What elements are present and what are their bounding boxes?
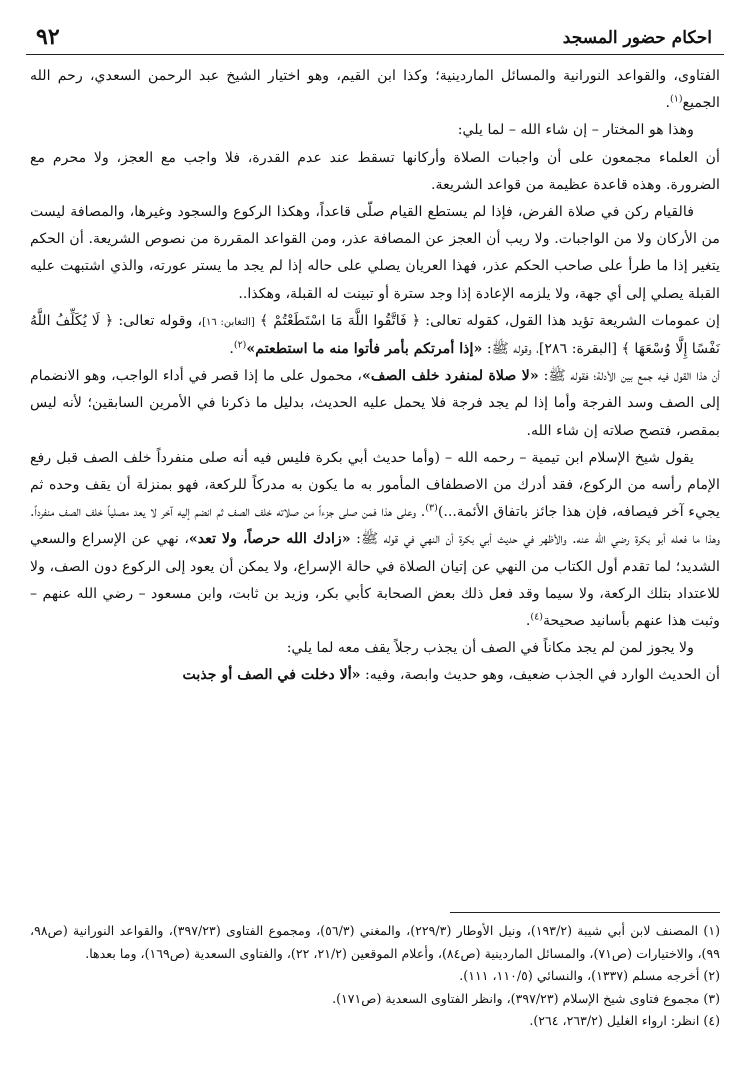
- text-run: الفتاوى، والقواعد النورانية والمسائل الماردينية؛ وكذا ابن القيم، وهو اختيار الشيخ عبد الرحمن السعدي، رحم الله الجميع: [30, 68, 720, 112]
- text-run: ، نهي عن الإسراع والسعي الشديد؛ لما تقدم أول الكتاب من النهي عن إتيان الصلاة في حالة الإسراع، ولا يمكن أن يعود إلى الركوع دون الصف، ولا للاعتداد بتلك الركعة، ولا سيما وقد فعل ذلك بعض الصحابة كأبي بكر، وزيد بن ثابت، وابن مسعود – رضي الله عنهم – وثبت هذا عنهم بأسانيد صحيحة: [30, 531, 720, 630]
- text-run: .: [525, 613, 531, 630]
- text-run: يقول شيخ الإسلام ابن تيمية – رحمه الله – (وأما حديث أبي بكرة فليس فيه أنه صلى منفرداً خلف الصف قبل رفع الإمام رأسه من الركوع، فقد أدرك من الاصطفاف المأمور به ما يكون به مدركاً للركعة، فهو بمنزلة أن يقف وحده ثم يجيء آخر فيصافه، فإن هذا جائز باتفاق الأئمة...): [30, 449, 720, 521]
- footnote-marker: (٣): [425, 502, 438, 514]
- footnote: (١) المصنف لابن أبي شيبة (١٩٣/٢)، ونيل الأوطار (٢٢٩/٣)، والمغني (٥٦/٣)، ومجموع الفتاوى (٣٩٧/٢٣)، والقواعد النورانية (ص٩٨، ٩٩)، والاختيارات (ص٧١)، والمسائل الماردينية (ص٨٤)، وأعلام الموقعين (٢١/٢، ٢٢)، والفتاوى السعدية (ص١٦٩)، وما بعدها.: [30, 923, 721, 961]
- hadith-quote: «ألا دخلت في الصف أو جذبت: [182, 667, 361, 684]
- text-run: .: [229, 341, 234, 358]
- footnote-marker: (٤): [530, 611, 543, 623]
- paragraph: [30, 662, 720, 689]
- chapter-title: احكام حضور المسجد: [562, 28, 712, 48]
- running-header: [26, 20, 724, 55]
- verse-reference: [التغابن: ١٦]: [202, 316, 255, 328]
- hadith-quote: «لا صلاة لمنفرد خلف الصف»: [362, 368, 539, 385]
- paragraph: [30, 145, 720, 199]
- text-run: ، محمول على ما إذا قصر في أداء الواجب، وهو الانضمام إلى الصف وسد الفرجة وأما إذا لم يجد فرجة فلا يحمل عليه الحديث، بدليل ما ذكرنا في الأمرين السابقين؛ لأنه ليس بمقصر، فتصح صلاته إن شاء الله.: [30, 368, 720, 439]
- text-run: وهذا هو المختار – إن شاء الله – لما يلي:: [457, 122, 694, 139]
- text-run: أن العلماء مجمعون على أن واجبات الصلاة وأركانها تسقط عند عدم القدرة، فلا واجب مع العجز، ولا محرم مع الضرورة. وهذه قاعدة عظيمة من قواعد الشريعة.: [30, 149, 720, 193]
- paragraph: [30, 117, 720, 144]
- paragraph: [30, 635, 720, 662]
- text-run: أن الحديث الوارد في الجذب ضعيف، وهو حديث وابصة، وفيه:: [360, 667, 720, 684]
- paragraph: [30, 308, 720, 363]
- text-run: فالقيام ركن في صلاة الفرض، فإذا لم يستطع القيام صلّى قاعداً، وهكذا الركوع والسجود وغيرها، والمصافة ليست من الأركان ولا من الواجبات. ولا ريب أن العجز عن المصافة عذر، ومن القواعد المقررة من نصوص الشريعة. أن الحكم يتغير إذا ما طرأ على صاحب الحكم عذر، فهذا العريان يصلي على حاله إذا لم يجد ما يستر عورته، والذي اشتبهت عليه القبلة يصلي إلى أي جهة، ولا يلزمه الإعادة إذا وجد سترة أو تبينت له القبلة، وهكذا..: [30, 204, 720, 302]
- paragraph: [30, 199, 720, 308]
- footnote-separator: [450, 912, 720, 913]
- footnotes: [30, 920, 720, 1033]
- hadith-quote: «إذا أمرتكم بأمر فأتوا منه ما استطعتم»: [246, 341, 483, 358]
- hadith-quote: «زادك الله حرصاً، ولا تعد»: [188, 531, 351, 548]
- paragraph-continuation: [30, 63, 720, 117]
- footnote-marker: (٢): [233, 339, 247, 351]
- paragraph: [30, 445, 720, 635]
- footnote-marker: (١): [669, 93, 683, 105]
- text-run: ، وقوله تعالى: ﴿ لَا يُكَلِّفُ اللَّهُ نَفْسًا إِلَّا وُسْعَهَا ﴾ [البقرة: ٢٨٦]، وقوله ﷺ:: [30, 312, 720, 358]
- footnote: (٢) أخرجه مسلم (١٣٣٧)، والنسائي (١١٠/٥، ١١١).: [459, 968, 720, 983]
- footnote: (٤) انظر: ارواء الغليل (٢٦٣/٢، ٢٦٤).: [529, 1013, 720, 1028]
- quran-quote: إن عمومات الشريعة تؤيد هذا القول، كقوله تعالى: ﴿ فَاتَّقُوا اللَّهَ مَا اسْتَطَعْتُمْ ﴾: [254, 312, 720, 329]
- paragraph: [30, 363, 720, 445]
- text-run: أن هذا القول فيه جمع بين الأدلة؛ فقوله ﷺ:: [538, 368, 720, 385]
- footnote: (٣) مجموع فتاوى شيخ الإسلام (٣٩٧/٢٣)، وانظر الفتاوى السعدية (ص١٧١).: [332, 990, 720, 1006]
- text-run: . وعلى هذا فمن صلى جزءاً من صلاته خلف الصف ثم انضم إليه آخر لا يعد مصلياً خلف الصف منفرداً. وهذا ما فعله أبو بكرة رضي الله عنه. والأظهر في حديث أبي بكرة أن النهي في قوله ﷺ:: [30, 504, 720, 548]
- text-run: ولا يجوز لمن لم يجد مكاناً في الصف أن يجذب رجلاً يقف معه لما يلي:: [286, 640, 694, 657]
- main-text: [26, 55, 724, 690]
- book-page: [26, 20, 724, 1075]
- text-run: .: [665, 95, 670, 112]
- page-number: ٩٢: [36, 24, 60, 50]
